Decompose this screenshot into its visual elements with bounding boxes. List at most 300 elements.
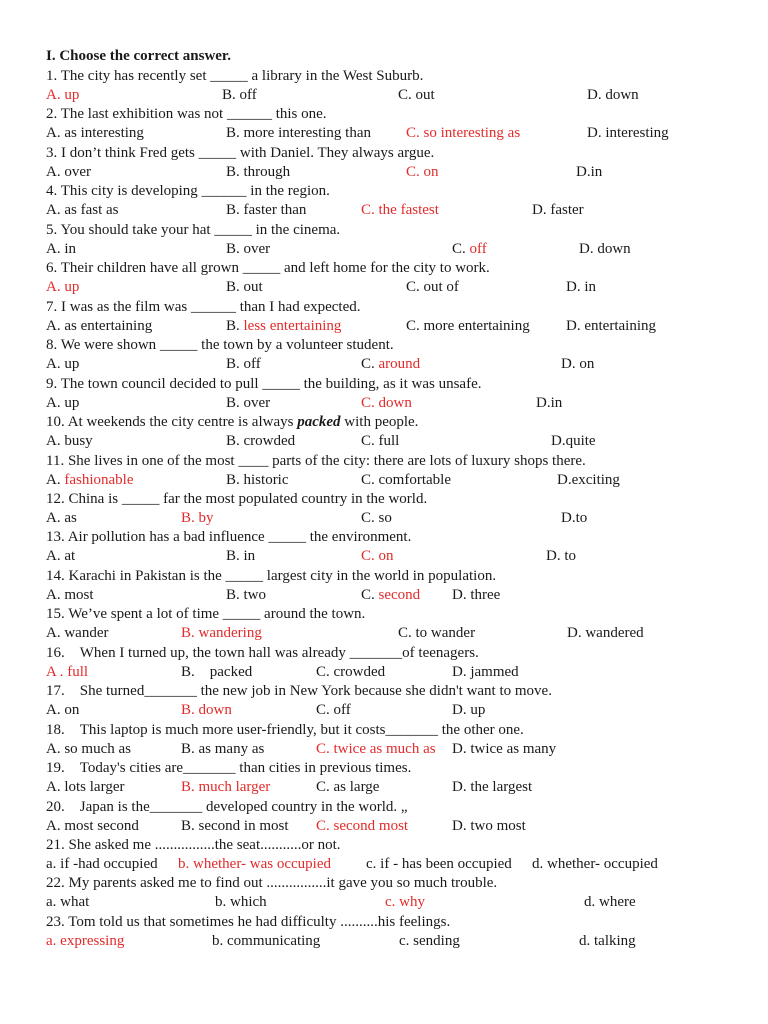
option-label: c. [366, 856, 381, 872]
option-a [46, 201, 119, 220]
correct-answer-text: expressing [60, 933, 125, 949]
option-c [316, 701, 351, 720]
option-d [532, 855, 658, 874]
option-label: C. [406, 125, 424, 141]
question-number: 2. [46, 106, 61, 122]
option-label: C. [361, 548, 379, 564]
option-text: as [64, 510, 77, 526]
option-c [361, 394, 412, 413]
option-d [579, 932, 636, 951]
option-label: A. [46, 356, 65, 372]
option-label: A. [46, 318, 65, 334]
option-text: so [378, 510, 392, 526]
option-text: sending [413, 933, 460, 949]
option-text: two [243, 587, 267, 603]
question-text: She turned_______ the new job in New York because she didn't want to move. [79, 683, 552, 699]
question-5 [46, 221, 340, 240]
option-label: D. [452, 818, 471, 834]
option-a [46, 355, 79, 374]
question-number: 10. [46, 414, 68, 430]
option-label: B. [181, 818, 199, 834]
option-c [316, 778, 379, 797]
question-23 [46, 913, 450, 932]
option-text: as large [333, 779, 380, 795]
option-a [46, 817, 139, 836]
correct-answer-text: up [64, 87, 80, 103]
question-17 [46, 682, 552, 701]
option-label: A. [46, 702, 65, 718]
option-label: B. [226, 472, 244, 488]
option-d [546, 547, 576, 566]
correct-answer-text: less entertaining [243, 318, 342, 334]
question-text: At weekends the city centre is always [67, 414, 298, 430]
option-text: in [590, 164, 603, 180]
option-b [226, 317, 341, 336]
question-number: 1. [46, 68, 61, 84]
option-label: B. [226, 125, 244, 141]
question-text: I don’t think Fred gets _____ with Daniel. They always argue. [61, 145, 435, 161]
option-label: B. [181, 702, 199, 718]
option-label: B. [226, 395, 244, 411]
option-label: D. [452, 741, 471, 757]
correct-answer-text: why [399, 894, 426, 910]
option-label: B. [226, 548, 244, 564]
option-label: A . [46, 664, 68, 680]
question-text: The town council decided to pull _____ the building, as it was unsafe. [60, 376, 482, 392]
question-text: This city is developing ______ in the region. [60, 183, 330, 199]
question-text: She asked me ................the seat...........or not. [68, 837, 341, 853]
option-label: a. [46, 856, 61, 872]
question-20 [46, 798, 408, 817]
question-16 [46, 644, 479, 663]
option-text: exciting [571, 472, 620, 488]
option-text: most second [64, 818, 139, 834]
option-label: d. [584, 894, 599, 910]
option-label: C. [316, 779, 334, 795]
option-label: A. [46, 779, 65, 795]
option-text: up [64, 356, 80, 372]
question-number: 9. [46, 376, 61, 392]
option-a [46, 663, 88, 682]
option-label: C. [406, 279, 424, 295]
question-number: 15. [46, 606, 69, 622]
option-d [452, 740, 556, 759]
option-text: crowded [333, 664, 386, 680]
option-d [561, 509, 587, 528]
correct-answer-text: down [378, 395, 412, 411]
option-c [361, 355, 420, 374]
option-label: A. [46, 241, 65, 257]
option-label: C. [361, 395, 379, 411]
option-text: through [243, 164, 291, 180]
option-b [226, 547, 255, 566]
question-text: Air pollution has a bad influence _____ the environment. [67, 529, 412, 545]
option-label: D. [452, 779, 471, 795]
option-b [181, 509, 214, 528]
option-text: faster than [243, 202, 307, 218]
option-a [46, 394, 79, 413]
question-number: 16. [46, 645, 80, 661]
question-2 [46, 105, 327, 124]
option-a [46, 893, 89, 912]
question-number: 22. [46, 875, 69, 891]
option-text: in [243, 548, 256, 564]
question-number: 11. [46, 453, 68, 469]
option-label: D. [532, 202, 551, 218]
option-c [316, 817, 408, 836]
question-number: 6. [46, 260, 61, 276]
correct-answer-text: wandering [198, 625, 262, 641]
option-b [226, 240, 270, 259]
option-label: C. [361, 510, 379, 526]
question-number: 23. [46, 914, 69, 930]
question-text: We’ve spent a lot of time _____ around the town. [68, 606, 366, 622]
question-number: 19. [46, 760, 80, 776]
option-c [406, 317, 530, 336]
option-text: two most [470, 818, 526, 834]
option-b [222, 86, 257, 105]
option-c [316, 663, 385, 682]
option-text: out of [423, 279, 459, 295]
option-text: entertaining [584, 318, 656, 334]
option-d [576, 163, 602, 182]
option-label: D. [566, 318, 585, 334]
option-text: second in most [198, 818, 289, 834]
option-a [46, 317, 152, 336]
option-text: most [64, 587, 94, 603]
option-text: lots larger [64, 779, 125, 795]
option-text: more interesting than [243, 125, 371, 141]
option-text: up [470, 702, 486, 718]
option-label: A. [46, 164, 65, 180]
option-text: so much as [64, 741, 132, 757]
option-label: D. [452, 587, 471, 603]
option-b [181, 701, 232, 720]
correct-answer-text: much larger [198, 779, 271, 795]
option-text: over [243, 241, 271, 257]
option-a [46, 701, 79, 720]
question-text: Karachi in Pakistan is the _____ largest city in the world in population. [68, 568, 497, 584]
option-text: off [243, 356, 261, 372]
option-label: b. [215, 894, 230, 910]
question-text: When I turned up, the town hall was already _______of teenagers. [79, 645, 479, 661]
option-a [46, 624, 109, 643]
option-text: over [243, 395, 271, 411]
option-text: packed [209, 664, 253, 680]
question-number: 20. [46, 799, 80, 815]
option-text: at [64, 548, 76, 564]
option-text: as many as [198, 741, 265, 757]
option-d [452, 586, 500, 605]
option-a [46, 86, 79, 105]
option-c [366, 855, 512, 874]
option-text: talking [594, 933, 636, 949]
correct-answer-text: whether- was occupied [193, 856, 331, 872]
option-text: communicating [227, 933, 321, 949]
option-b [226, 432, 295, 451]
option-label: A. [46, 818, 65, 834]
option-label: A. [46, 472, 65, 488]
option-label: B. [226, 356, 244, 372]
option-label: B. [226, 241, 244, 257]
option-a [46, 855, 158, 874]
option-label: C. [398, 87, 416, 103]
option-text: off [333, 702, 351, 718]
question-number: 7. [46, 299, 61, 315]
option-a [46, 509, 77, 528]
question-text-end: with people. [340, 414, 419, 430]
question-number: 5. [46, 222, 61, 238]
question-14 [46, 567, 496, 586]
question-emphasis: packed [297, 414, 341, 430]
option-a [46, 163, 91, 182]
option-text: busy [64, 433, 93, 449]
question-9 [46, 375, 481, 394]
option-a [46, 240, 76, 259]
option-text: to [564, 548, 577, 564]
option-c [361, 586, 420, 605]
question-number: 13. [46, 529, 68, 545]
correct-answer-text: on [423, 164, 439, 180]
option-label: A. [46, 202, 65, 218]
option-c [385, 893, 425, 912]
option-a [46, 740, 131, 759]
option-text: faster [550, 202, 584, 218]
option-text: interesting [605, 125, 669, 141]
option-label: B. [226, 279, 244, 295]
option-b [226, 163, 290, 182]
option-label: A. [46, 741, 65, 757]
question-text: China is _____ far the most populated country in the world. [68, 491, 428, 507]
option-text: whether- occupied [547, 856, 658, 872]
option-label: D. [561, 356, 580, 372]
option-a [46, 547, 75, 566]
option-b [178, 855, 331, 874]
option-label: A. [46, 548, 65, 564]
option-text: on [64, 702, 80, 718]
option-label: D. [546, 548, 565, 564]
correct-answer-text: up [64, 279, 80, 295]
option-text: if -had occupied [60, 856, 158, 872]
option-b [181, 740, 264, 759]
option-a [46, 932, 124, 951]
option-d [561, 355, 594, 374]
option-a [46, 471, 133, 490]
option-d [566, 317, 656, 336]
option-d [567, 624, 644, 643]
option-label: A. [46, 510, 65, 526]
option-c [398, 86, 435, 105]
option-text: to wander [415, 625, 476, 641]
option-b [226, 124, 371, 143]
option-b [226, 471, 289, 490]
option-text: three [470, 587, 501, 603]
option-text: down [605, 87, 639, 103]
option-label: D. [587, 125, 606, 141]
option-label: B. [181, 625, 199, 641]
option-text: wandered [585, 625, 644, 641]
option-d [557, 471, 620, 490]
option-text: historic [243, 472, 289, 488]
option-text: quite [565, 433, 596, 449]
option-b [226, 355, 261, 374]
option-label: C. [316, 702, 334, 718]
question-number: 3. [46, 145, 61, 161]
option-label: C. [361, 472, 379, 488]
option-label: D. [452, 702, 471, 718]
option-label: C. [452, 241, 470, 257]
correct-answer-text: twice as much as [333, 741, 436, 757]
question-text: You should take your hat _____ in the cinema. [60, 222, 341, 238]
question-18 [46, 721, 524, 740]
option-label: B. [181, 741, 199, 757]
option-b [181, 663, 252, 682]
option-a [46, 432, 93, 451]
question-3 [46, 144, 434, 163]
option-label: C. [316, 741, 334, 757]
question-number: 14. [46, 568, 69, 584]
option-text: what [60, 894, 90, 910]
option-label: C. [406, 164, 424, 180]
option-label: B. [226, 202, 244, 218]
option-c [399, 932, 460, 951]
option-c [406, 124, 520, 143]
option-label: B. [181, 779, 199, 795]
option-text: in [584, 279, 597, 295]
option-label: B. [226, 433, 244, 449]
question-12 [46, 490, 427, 509]
option-c [361, 509, 392, 528]
question-8 [46, 336, 394, 355]
option-label: D. [557, 472, 572, 488]
option-text: wander [64, 625, 109, 641]
option-c [398, 624, 475, 643]
option-text: as fast as [64, 202, 119, 218]
option-text: off [239, 87, 257, 103]
option-d [584, 893, 636, 912]
question-text: Japan is the_______ developed country in the world. „ [79, 799, 408, 815]
option-c [406, 163, 439, 182]
correct-answer-text: the fastest [378, 202, 439, 218]
option-text: which [230, 894, 267, 910]
option-label: D. [579, 241, 598, 257]
option-label: C. [406, 318, 424, 334]
question-text: Tom told us that sometimes he had difficulty ..........his feelings. [68, 914, 451, 930]
option-label: A. [46, 625, 65, 641]
option-label: D. [567, 625, 586, 641]
option-text: on [579, 356, 595, 372]
option-d [587, 124, 669, 143]
option-label: D. [536, 395, 551, 411]
option-d [452, 663, 519, 682]
option-label: B. [181, 510, 199, 526]
question-text: This laptop is much more user-friendly, but it costs_______ the other one. [79, 722, 524, 738]
option-a [46, 778, 124, 797]
question-15 [46, 605, 365, 624]
option-label: D. [452, 664, 471, 680]
question-7 [46, 298, 361, 317]
option-label: c. [385, 894, 400, 910]
option-label: d. [579, 933, 594, 949]
question-number: 18. [46, 722, 80, 738]
option-label: A. [46, 395, 65, 411]
option-label: D. [576, 164, 591, 180]
question-10 [46, 413, 418, 432]
option-d [532, 201, 584, 220]
option-b [181, 624, 262, 643]
question-text: I was as the film was ______ than I had expected. [61, 299, 361, 315]
option-label: B. [226, 318, 244, 334]
option-label: C. [361, 202, 379, 218]
option-label: a. [46, 933, 61, 949]
option-b [226, 201, 306, 220]
correct-answer-text: second most [333, 818, 409, 834]
option-b [181, 817, 289, 836]
option-text: more entertaining [423, 318, 530, 334]
correct-answer-text: by [198, 510, 214, 526]
option-label: A. [46, 587, 65, 603]
option-label: B. [222, 87, 240, 103]
option-b [215, 893, 267, 912]
option-label: d. [532, 856, 547, 872]
option-c [316, 740, 436, 759]
option-d [452, 701, 485, 720]
option-label: B. [226, 164, 244, 180]
option-b [226, 394, 270, 413]
option-c [406, 278, 459, 297]
option-d [452, 817, 526, 836]
question-number: 12. [46, 491, 69, 507]
option-b [226, 278, 263, 297]
option-c [452, 240, 487, 259]
option-text: to [575, 510, 588, 526]
option-label: A. [46, 279, 65, 295]
option-b [226, 586, 266, 605]
question-text: We were shown _____ the town by a volunteer student. [60, 337, 394, 353]
option-label: D. [587, 87, 606, 103]
option-text: down [597, 241, 631, 257]
question-4 [46, 182, 330, 201]
option-text: in [550, 395, 563, 411]
option-c [361, 471, 451, 490]
option-label: D. [561, 510, 576, 526]
question-number: 21. [46, 837, 69, 853]
option-label: D. [566, 279, 585, 295]
option-text: as entertaining [64, 318, 153, 334]
correct-answer-text: so interesting as [423, 125, 521, 141]
option-a [46, 586, 94, 605]
option-d [551, 432, 596, 451]
question-number: 4. [46, 183, 61, 199]
question-text: My parents asked me to find out ................it gave you so much trouble. [68, 875, 498, 891]
option-b [212, 932, 320, 951]
section-heading: I. Choose the correct answer. [46, 48, 231, 64]
option-a [46, 124, 144, 143]
question-1 [46, 67, 423, 86]
option-label: b. [212, 933, 227, 949]
option-label: C. [316, 818, 334, 834]
question-text: Today's cities are_______ than cities in previous times. [79, 760, 412, 776]
correct-answer-text: around [378, 356, 421, 372]
question-22 [46, 874, 497, 893]
correct-answer-text: full [67, 664, 89, 680]
option-label: B. [181, 664, 210, 680]
option-text: up [64, 395, 80, 411]
option-text: out [415, 87, 435, 103]
option-text: crowded [243, 433, 296, 449]
correct-answer-text: fashionable [64, 472, 134, 488]
option-text: if - has been occupied [380, 856, 512, 872]
